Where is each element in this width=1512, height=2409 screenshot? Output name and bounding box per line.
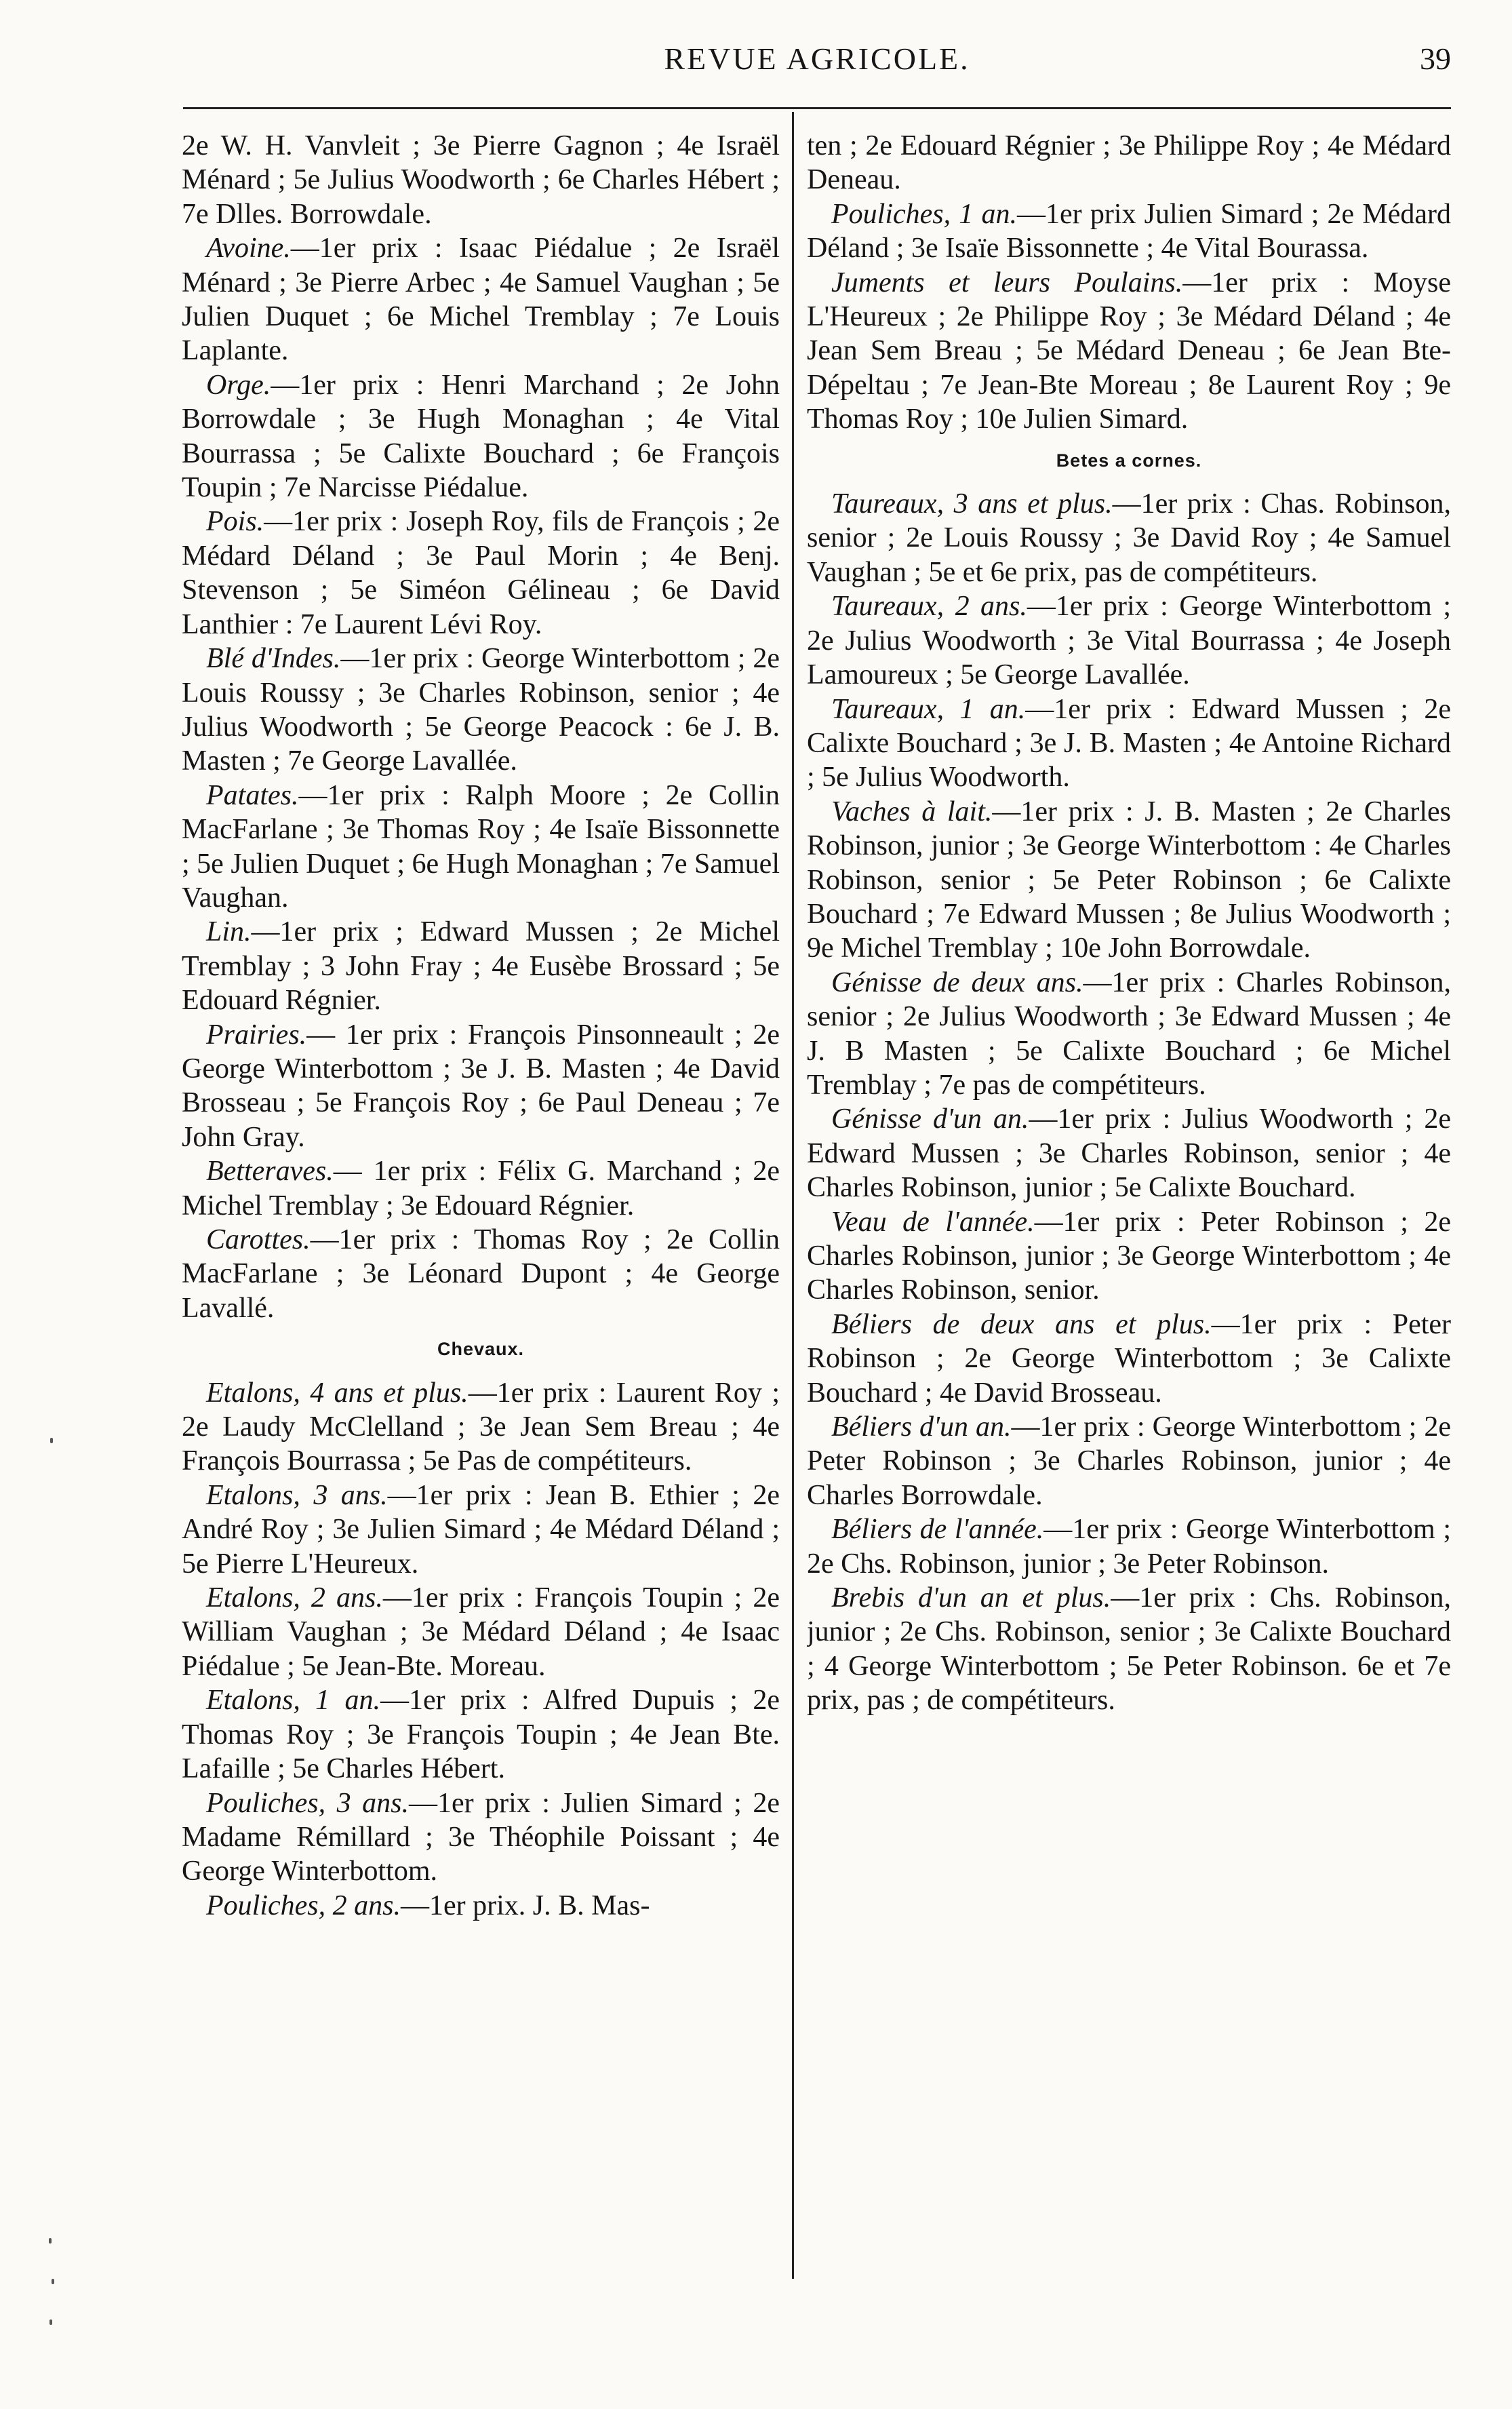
speck-mark xyxy=(52,2279,54,2284)
prize-entry xyxy=(182,1223,780,1325)
category-label: Béliers de deux ans et plus. xyxy=(831,1308,1212,1340)
entry-text: —1er prix : George Winterbottom ; 2e Julius Woodworth ; 3e Vital Bourrassa ; 4e Joseph Lamoureux ; 5e George Lavallée. xyxy=(807,591,1451,691)
entry-text: —1er prix : Chas. Robinson, senior ; 2e Louis Roussy ; 3e David Roy ; 4e Samuel Vaughan ; 5e et 6e prix, pas de compétiteurs. xyxy=(807,488,1451,588)
entry-text: —1er prix : François Toupin ; 2e William Vaughan ; 3e Médard Déland ; 4e Isaac Piédalue ; 5e Jean-Bte. Moreau. xyxy=(182,1582,780,1682)
entry-text: —1er prix : Alfred Dupuis ; 2e Thomas Roy ; 3e François Toupin ; 4e Jean Bte. Lafaille ; 5e Charles Hébert. xyxy=(182,1685,780,1785)
entry-text: —1er prix : Moyse L'Heureux ; 2e Philippe Roy ; 3e Médard Déland ; 4e Jean Sem Breau ; 5e Médard Deneau ; 6e Jean Bte-Dépeltau ; 7e Jean-Bte Moreau ; 8e Laurent Roy ; 9e Thomas Roy ; 10e Julien Simard. xyxy=(807,267,1451,435)
entry-text: —1er prix ; Edward Mussen ; 2e Michel Tremblay ; 3 John Fray ; 4e Eusèbe Brossard ; 5e Edouard Régnier. xyxy=(182,916,780,1017)
category-label: Béliers d'un an. xyxy=(831,1411,1012,1443)
entry-text: — 1er prix : Félix G. Marchand ; 2e Michel Tremblay ; 3e Edouard Régnier. xyxy=(182,1156,780,1221)
category-label: Avoine. xyxy=(206,233,291,265)
entry-text: — 1er prix : François Pinsonneault ; 2e George Winterbottom ; 3e J. B. Masten ; 4e David Brosseau ; 5e François Roy ; 6e Paul Deneau ; 7e John Gray. xyxy=(182,1019,780,1153)
entry-text: —1er prix : George Winterbottom ; 2e Louis Roussy ; 3e Charles Robinson, senior ; 4e Julius Woodworth ; 5e George Peacock : 6e J. B. Masten ; 7e George Lavallée. xyxy=(182,643,780,777)
entry-text: —1er prix : Laurent Roy ; 2e Laudy McClelland ; 3e Jean Sem Breau ; 4e François Bourrassa ; 5e Pas de compétiteurs. xyxy=(182,1377,780,1477)
entry-text: —1er prix : Ralph Moore ; 2e Collin MacFarlane ; 3e Thomas Roy ; 4e Isaïe Bissonnette ; 5e Julien Duquet ; 6e Hugh Monaghan ; 7e Samuel Vaughan. xyxy=(182,779,780,914)
speck-mark xyxy=(49,2238,52,2244)
section-heading: Betes a cornes. xyxy=(1056,450,1202,471)
entry-text: —1er prix : Julien Simard ; 2e Madame Rémillard ; 3e Théophile Poissant ; 4e George Winterbottom. xyxy=(182,1787,780,1887)
entry-text: —1er prix : George Winterbottom ; 2e Chs. Robinson, junior ; 3e Peter Robinson. xyxy=(807,1514,1451,1580)
prize-entry xyxy=(807,1512,1451,1581)
margin-specks xyxy=(47,1438,61,2387)
prize-entry xyxy=(807,129,1451,197)
entry-text: —1er prix : Julius Woodworth ; 2e Edward Mussen ; 3e Charles Robinson, senior ; 4e Charles Robinson, junior ; 5e Calixte Bouchard. xyxy=(807,1103,1451,1204)
entry-text: —1er prix : Joseph Roy, fils de François ; 2e Médard Déland ; 3e Paul Morin ; 4e Benj. Stevenson ; 5e Siméon Gélineau ; 6e David Lanthier : 7e Laurent Lévi Roy. xyxy=(182,506,780,640)
running-header xyxy=(183,31,1451,92)
category-label: Etalons, 1 an. xyxy=(206,1685,381,1717)
prize-entry xyxy=(182,1376,780,1478)
prize-entry xyxy=(807,795,1451,966)
speck-mark xyxy=(49,2319,52,2325)
prize-entry xyxy=(807,1581,1451,1718)
prize-entry xyxy=(807,197,1451,266)
prize-entry xyxy=(182,129,780,231)
entry-text: —1er prix. J. B. Mas- xyxy=(400,1889,650,1921)
entry-text: 2e W. H. Vanvleit ; 3e Pierre Gagnon ; 4e Israël Ménard ; 5e Julius Woodworth ; 6e Charles Hébert ; 7e Dlles. Borrowdale. xyxy=(182,130,780,230)
category-label: Génisse d'un an. xyxy=(831,1103,1029,1135)
entry-text: —1er prix : Peter Robinson ; 2e Charles Robinson, junior ; 3e George Winterbottom ; 4e Charles Robinson, senior. xyxy=(807,1206,1451,1306)
prize-entry xyxy=(182,642,780,779)
entry-text: —1er prix : Charles Robinson, senior ; 2e Julius Woodworth ; 3e Edward Mussen ; 4e J. B Masten ; 5e Calixte Bouchard ; 6e Michel Tremblay ; 7e pas de compétiteurs. xyxy=(807,966,1451,1101)
category-label: Béliers de l'année. xyxy=(831,1514,1044,1546)
speck-mark xyxy=(50,1438,53,1443)
prize-entry xyxy=(807,966,1451,1103)
category-label: Génisse de deux ans. xyxy=(831,966,1083,998)
prize-entry xyxy=(807,266,1451,437)
prize-entry xyxy=(182,1889,780,1923)
prize-entry xyxy=(182,1786,780,1889)
header-rule xyxy=(183,107,1451,109)
left-column xyxy=(182,129,780,2286)
category-label: Prairies. xyxy=(206,1019,307,1051)
category-label: Blé d'Indes. xyxy=(206,643,341,675)
prize-entry xyxy=(182,1154,780,1223)
prize-entry xyxy=(182,505,780,642)
entry-text: —1er prix : Isaac Piédalue ; 2e Israël Ménard ; 3e Pierre Arbec ; 4e Samuel Vaughan ; 5e Julien Duquet ; 6e Michel Tremblay ; 7e Louis Laplante. xyxy=(182,233,780,367)
category-label: Pouliches, 1 an. xyxy=(831,198,1017,230)
prize-entry xyxy=(807,1205,1451,1308)
prize-entry xyxy=(807,1102,1451,1204)
prize-entry xyxy=(807,1410,1451,1512)
category-label: Patates. xyxy=(206,779,299,811)
category-label: Pois. xyxy=(206,506,264,538)
entry-text: —1er prix : J. B. Masten ; 2e Charles Robinson, junior ; 3e George Winterbottom : 4e Charles Robinson, senior ; 5e Peter Robinson ; 6e Calixte Bouchard ; 7e Edward Mussen ; 8e Julius Woodworth ; 9e Michel Tremblay ; 10e John Borrowdale. xyxy=(807,796,1451,964)
category-label: Pouliches, 3 ans. xyxy=(206,1787,409,1819)
prize-entry xyxy=(807,589,1451,692)
page-number: 39 xyxy=(1420,41,1451,76)
right-column xyxy=(807,129,1451,2286)
prize-entry xyxy=(182,1478,780,1581)
category-label: Etalons, 2 ans. xyxy=(206,1582,383,1614)
category-label: Etalons, 4 ans et plus. xyxy=(206,1377,469,1409)
entry-text: —1er prix Julien Simard ; 2e Médard Déland ; 3e Isaïe Bissonnette ; 4e Vital Bourassa. xyxy=(807,198,1451,265)
category-label: Vaches à lait. xyxy=(831,796,993,827)
entry-text: —1er prix : Chs. Robinson, junior ; 2e Chs. Robinson, senior ; 3e Calixte Bouchard ; 4 George Winterbottom ; 5e Peter Robinson. 6e et 7e prix, pas ; de compétiteurs. xyxy=(807,1582,1451,1717)
journal-title: REVUE AGRICOLE. xyxy=(664,41,970,76)
entry-text: —1er prix : Peter Robinson ; 2e George Winterbottom ; 3e Calixte Bouchard ; 4e David Brosseau. xyxy=(807,1308,1451,1409)
prize-entry xyxy=(182,368,780,505)
entry-text: ten ; 2e Edouard Régnier ; 3e Philippe Roy ; 4e Médard Deneau. xyxy=(807,130,1451,196)
category-label: Taureaux, 1 an. xyxy=(831,693,1026,725)
category-label: Veau de l'année. xyxy=(831,1206,1035,1238)
category-label: Pouliches, 2 ans. xyxy=(206,1889,401,1921)
prize-entry xyxy=(182,1018,780,1155)
prize-entry xyxy=(807,1308,1451,1410)
category-label: Carottes. xyxy=(206,1224,311,1255)
category-label: Betteraves. xyxy=(206,1156,334,1188)
prize-entry xyxy=(807,487,1451,589)
category-label: Orge. xyxy=(206,369,271,401)
prize-entry xyxy=(182,1683,780,1786)
category-label: Etalons, 3 ans. xyxy=(206,1479,388,1511)
category-label: Brebis d'un an et plus. xyxy=(831,1582,1111,1614)
entry-text: —1er prix : Thomas Roy ; 2e Collin MacFarlane ; 3e Léonard Dupont ; 4e George Lavallé. xyxy=(182,1224,780,1324)
entry-text: —1er prix : Edward Mussen ; 2e Calixte Bouchard ; 3e J. B. Masten ; 4e Antoine Richard ; 5e Julius Woodworth. xyxy=(807,693,1451,794)
category-label: Taureaux, 3 ans et plus. xyxy=(831,488,1113,520)
prize-entry xyxy=(182,915,780,1017)
entry-text: —1er prix : Jean B. Ethier ; 2e André Roy ; 3e Julien Simard ; 4e Médard Déland ; 5e Pierre L'Heureux. xyxy=(182,1479,780,1580)
entry-text: —1er prix : Henri Marchand ; 2e John Borrowdale ; 3e Hugh Monaghan ; 4e Vital Bourrassa ; 5e Calixte Bouchard ; 6e François Toupin ; 7e Narcisse Piédalue. xyxy=(182,369,780,504)
category-label: Lin. xyxy=(206,916,252,948)
column-divider xyxy=(792,112,794,2279)
prize-entry xyxy=(182,1581,780,1683)
prize-entry xyxy=(182,779,780,916)
category-label: Taureaux, 2 ans. xyxy=(831,591,1027,623)
category-label: Juments et leurs Poulains. xyxy=(831,267,1183,298)
prize-entry xyxy=(182,231,780,368)
prize-entry xyxy=(807,692,1451,795)
section-heading: Chevaux. xyxy=(437,1339,525,1360)
entry-text: —1er prix : George Winterbottom ; 2e Peter Robinson ; 3e Charles Robinson, junior ; 4e Charles Borrowdale. xyxy=(807,1411,1451,1511)
